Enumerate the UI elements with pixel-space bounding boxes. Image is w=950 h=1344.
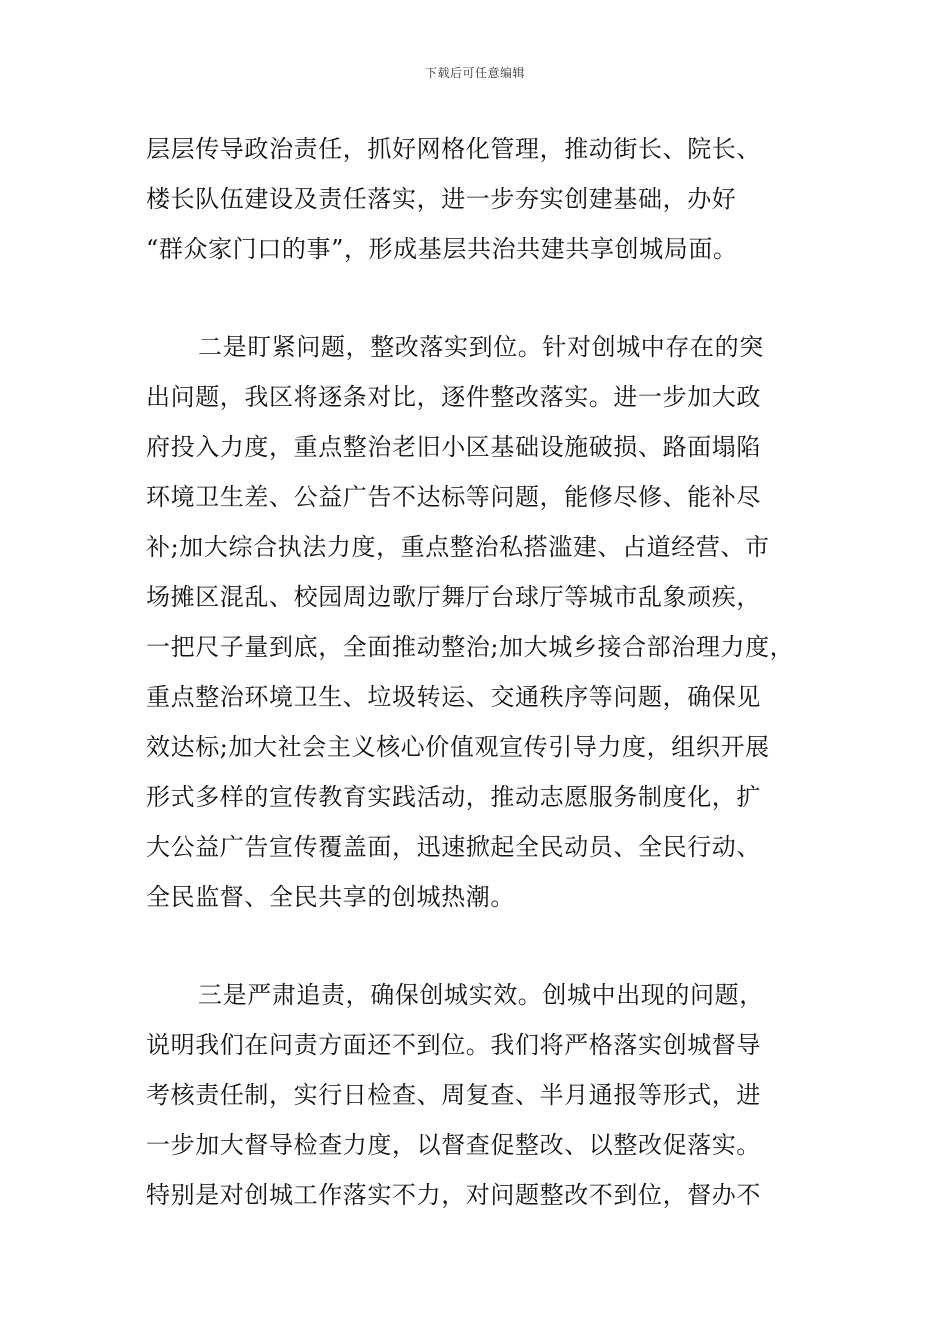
text-line: 一把尺子量到底，全面推动整治;加大城乡接合部治理力度， [146,633,795,661]
text-line: 府投入力度，重点整治老旧小区基础设施破损、路面塌陷 [146,433,761,461]
paragraph-1 [146,124,836,274]
text-line: 二是盯紧问题，整改落实到位。针对创城中存在的突 [198,333,764,361]
text-line: 效达标;加大社会主义核心价值观宣传引导力度，组织开展 [146,733,770,761]
text-line: 楼长队伍建设及责任落实，进一步夯实创建基础，办好 [146,185,737,213]
text-line: 三是严肃追责，确保创城实效。创城中出现的问题， [198,981,764,1009]
paragraph-spacer [146,922,836,970]
paragraph-spacer [146,274,836,322]
text-line: 形式多样的宣传教育实践活动，推动志愿服务制度化，扩 [146,783,761,811]
text-line: 说明我们在问责方面还不到位。我们将严格落实创城督导 [146,1031,761,1059]
document-body [146,124,836,1220]
text-line: 特别是对创城工作落实不力，对问题整改不到位，督办不 [146,1181,761,1209]
text-line: 层层传导政治责任，抓好网格化管理，推动街长、院长、 [146,135,761,163]
text-line: 大公益广告宣传覆盖面，迅速掀起全民动员、全民行动、 [146,833,761,861]
text-line: “群众家门口的事”，形成基层共治共建共享创城局面。 [146,235,738,263]
text-line: 补;加大综合执法力度，重点整治私搭滥建、占道经营、市 [146,533,770,561]
text-line: 环境卫生差、公益广告不达标等问题，能修尽修、能补尽 [146,483,761,511]
text-line: 考核责任制，实行日检查、周复查、半月通报等形式，进 [146,1081,761,1109]
text-line: 一步加大督导检查力度，以督查促整改、以整改促落实。 [146,1131,761,1159]
paragraph-2 [146,322,836,922]
text-line: 出问题，我区将逐条对比，逐件整改落实。进一步加大政 [146,383,761,411]
text-line: 重点整治环境卫生、垃圾转运、交通秩序等问题，确保见 [146,683,761,711]
page-header: 下载后可任意编辑 [424,66,525,80]
text-line: 全民监督、全民共享的创城热潮。 [146,883,515,911]
text-line: 场摊区混乱、校园周边歌厅舞厅台球厅等城市乱象顽疾， [146,583,761,611]
paragraph-3 [146,970,836,1220]
